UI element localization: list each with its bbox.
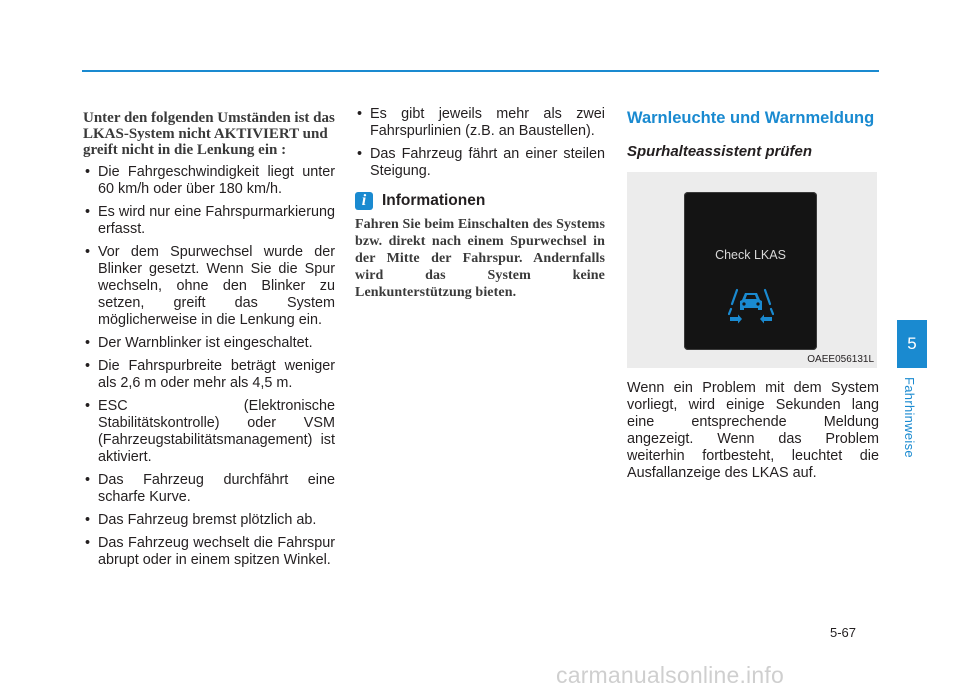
info-icon: i: [355, 192, 373, 210]
info-title: Informationen: [382, 192, 486, 209]
chapter-label-text: Fahrhinweise: [901, 376, 917, 458]
list-item: • Die Fahrspurbreite beträgt weniger als 2,6 m oder mehr als 4,5 m.: [83, 358, 335, 392]
info-box: [355, 192, 605, 301]
warning-paragraph: Wenn ein Problem mit dem System vorliegt, wird einige Sekunden lang eine entsprechende Meldung angezeigt. Wenn das Problem weiterhin fortbesteht, leuchtet die Ausfallanzeige des LKAS auf.: [627, 380, 879, 481]
info-body: Fahren Sie beim Einschalten des Systems bzw. direkt nach einem Spurwechsel in der Mitte der Fahrspur. Andernfalls wird das System keine Lenkunterstützung bieten.: [355, 217, 605, 300]
list-item: • Die Fahrgeschwindigkeit liegt unter 60 km/h oder über 180 km/h.: [83, 164, 335, 198]
chapter-number-tab: 5: [897, 320, 927, 368]
list-item: • Das Fahrzeug fährt an einer steilen Steigung.: [355, 146, 605, 180]
list-item: • Vor dem Spurwechsel wurde der Blinker gesetzt. Wenn Sie die Spur wechseln, ohne den Blinker zu setzen, greift das System möglicherweise in die Lenkung ein.: [83, 244, 335, 329]
figure-code: OAEE056131L: [807, 354, 874, 365]
conditions-list: [83, 164, 335, 569]
page-number: 5-67: [830, 625, 857, 640]
left-column: [83, 110, 335, 569]
sub-heading: Spurhalteassistent prüfen: [627, 143, 813, 160]
conditions-list-continued: [355, 106, 605, 180]
list-item: • ESC (Elektronische Stabilitätskontrolle) oder VSM (Fahrzeugstabilitätsmanagement) ist aktiviert.: [83, 398, 335, 466]
list-item: • Der Warnblinker ist eingeschaltet.: [83, 335, 335, 352]
watermark: carmanualsonline.info: [556, 662, 784, 688]
lane-keeping-assist-icon: [728, 288, 774, 324]
list-item: • Es gibt jeweils mehr als zwei Fahrspurlinien (z.B. an Baustellen).: [355, 106, 605, 140]
list-item: • Das Fahrzeug durchfährt eine scharfe Kurve.: [83, 472, 335, 506]
cluster-figure: [627, 172, 877, 368]
right-column: [627, 110, 879, 496]
top-rule: [82, 70, 879, 72]
conditions-heading: Unter den folgenden Umständen ist das LKAS-System nicht AKTIVIERT und greift nicht in die Lenkung ein :: [83, 110, 335, 158]
display-message: Check LKAS: [715, 248, 786, 262]
info-header: [355, 192, 605, 210]
section-heading: Warnleuchte und Warnmeldung: [627, 109, 875, 127]
middle-column: [355, 106, 605, 301]
list-item: • Das Fahrzeug wechselt die Fahrspur abrupt oder in einem spitzen Winkel.: [83, 535, 335, 569]
chapter-label: [891, 372, 927, 462]
list-item: • Es wird nur eine Fahrspurmarkierung erfasst.: [83, 204, 335, 238]
cluster-display: [684, 192, 817, 350]
list-item: • Das Fahrzeug bremst plötzlich ab.: [83, 512, 335, 529]
